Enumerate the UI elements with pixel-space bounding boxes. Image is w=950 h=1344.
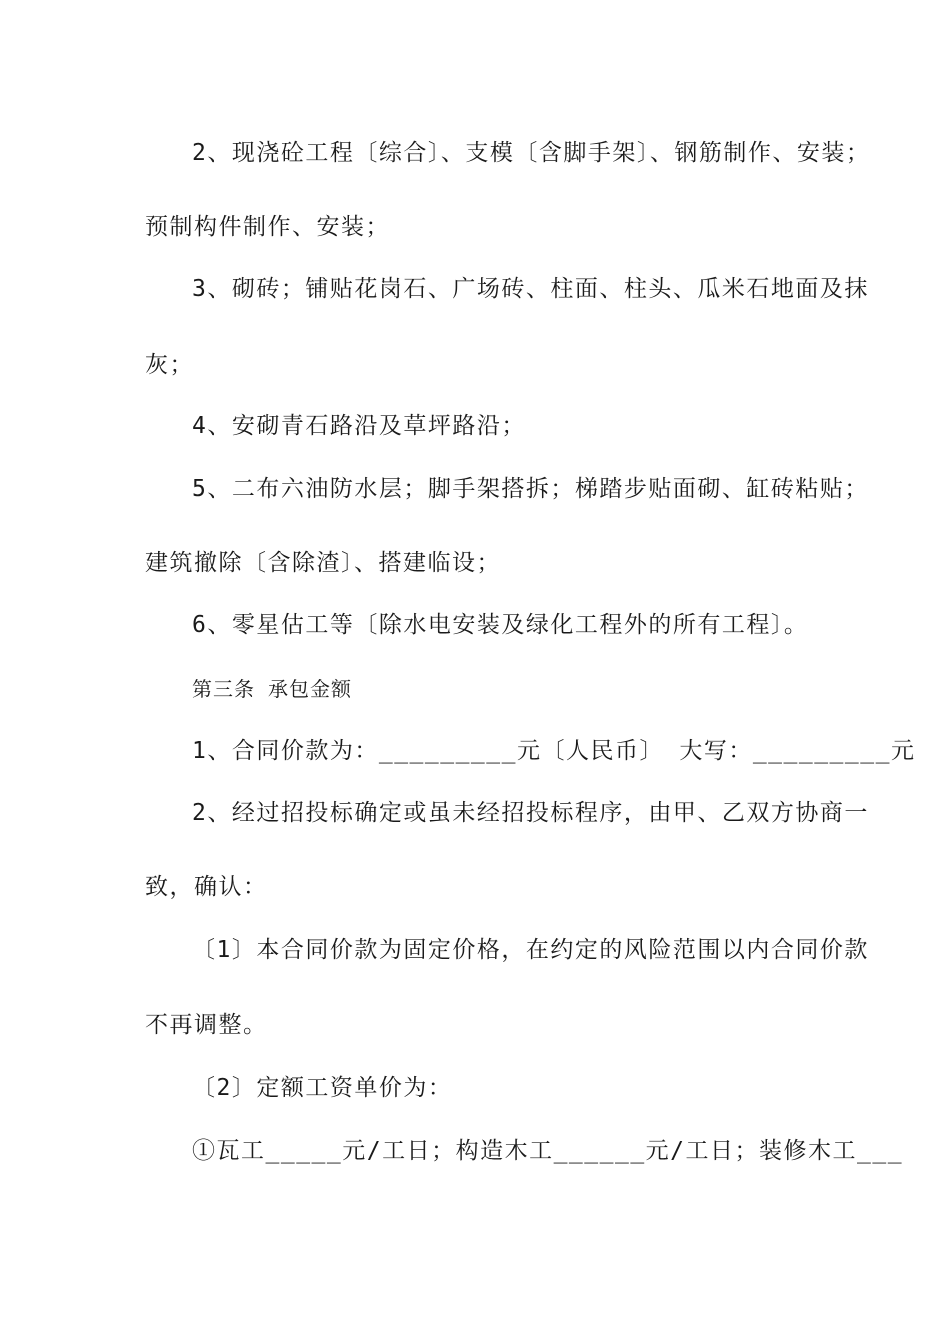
paragraph-item-6: 6、零星估工等〔除水电安装及绿化工程外的所有工程〕。 — [192, 612, 809, 638]
paragraph-negotiation: 2、经过招投标确定或虽未经招投标程序，由甲、乙双方协商一 — [192, 800, 869, 826]
paragraph-item-3: 3、砌砖；铺贴花岗石、广场砖、柱面、柱头、瓜米石地面及抹 — [192, 276, 869, 302]
paragraph-item-2: 2、现浇砼工程〔综合〕、支模〔含脚手架〕、钢筋制作、安装； — [192, 140, 871, 166]
paragraph-item-4: 4、安砌青石路沿及草坪路沿； — [192, 413, 526, 439]
contract-price-line: 1、合同价款为：_________元〔人民币〕 大写：_________元 — [192, 738, 916, 764]
paragraph-item-3-continued: 灰； — [145, 352, 194, 378]
paragraph-fixed-price: 〔1〕本合同价款为固定价格，在约定的风险范围以内合同价款 — [192, 937, 869, 963]
paragraph-item-5-continued: 建筑撤除〔含除渣〕、搭建临设； — [145, 550, 501, 576]
paragraph-negotiation-continued: 致，确认： — [145, 874, 268, 900]
paragraph-item-5: 5、二布六油防水层；脚手架搭拆；梯踏步贴面砌、缸砖粘贴； — [192, 476, 869, 502]
section-heading-article-3: 第三条 承包金额 — [192, 677, 353, 701]
paragraph-wage-unit-price: 〔2〕定额工资单价为： — [192, 1075, 453, 1101]
paragraph-fixed-price-continued: 不再调整。 — [145, 1012, 268, 1038]
paragraph-wage-rates: ①瓦工_____元/工日；构造木工______元/工日；装修木工___ — [192, 1138, 904, 1164]
paragraph-item-2-continued: 预制构件制作、安装； — [145, 214, 390, 240]
